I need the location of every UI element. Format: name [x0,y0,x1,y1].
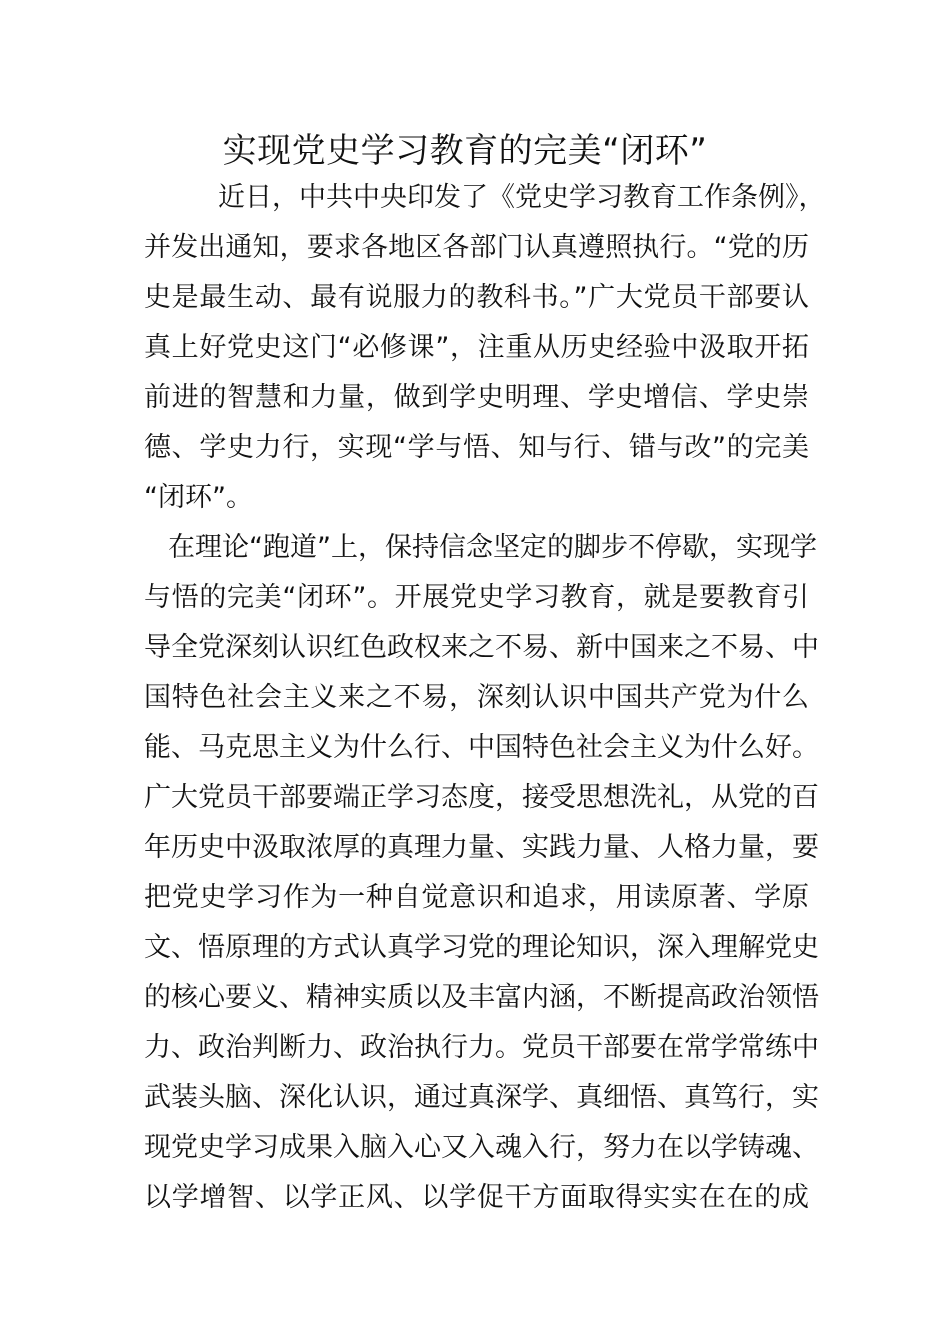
text-line: 以学增智、以学正风、以学促干方面取得实实在在的成 [144,1182,809,1213]
text-line: 导全党深刻认识红色政权来之不易、新中国来之不易、中 [144,632,819,663]
text-line: 德、学史力行，实现“学与悟、知与行、错与改”的完美 [144,432,809,463]
text-line: 国特色社会主义来之不易，深刻认识中国共产党为什么 [144,682,809,713]
text-line: 并发出通知，要求各地区各部门认真遵照执行。“党的历 [144,232,809,263]
text-line: 近日，中共中央印发了《党史学习教育工作条例》， [218,182,826,213]
text-line: 把党史学习作为一种自觉意识和追求，用读原著、学原 [144,882,809,913]
text-line: 能、马克思主义为什么行、中国特色社会主义为什么好。 [144,732,819,763]
text-line: 力、政治判断力、政治执行力。党员干部要在常学常练中 [144,1032,819,1063]
text-line: 现党史学习成果入脑入心又入魂入行，努力在以学铸魂、 [144,1132,819,1163]
text-line: 年历史中汲取浓厚的真理力量、实践力量、人格力量，要 [144,832,819,863]
text-line: 的核心要义、精神实质以及丰富内涵，不断提高政治领悟 [144,982,819,1013]
text-line: 在理论“跑道”上，保持信念坚定的脚步不停歇，实现学 [168,532,817,563]
text-line: “闭环”。 [144,482,253,513]
text-line: 史是最生动、最有说服力的教科书。”广大党员干部要认 [144,282,809,313]
text-line: 与悟的完美“闭环”。开展党史学习教育，就是要教育引 [144,582,809,613]
document-title: 实现党史学习教育的完美“闭环” [222,131,708,171]
text-line: 武装头脑、深化认识，通过真深学、真细悟、真笃行，实 [144,1082,819,1113]
text-line: 广大党员干部要端正学习态度，接受思想洗礼，从党的百 [144,782,819,813]
text-line: 前进的智慧和力量，做到学史明理、学史增信、学史崇 [144,382,809,413]
text-line: 真上好党史这门“必修课”，注重从历史经验中汲取开拓 [144,332,809,363]
text-line: 文、悟原理的方式认真学习党的理论知识，深入理解党史 [144,932,819,963]
